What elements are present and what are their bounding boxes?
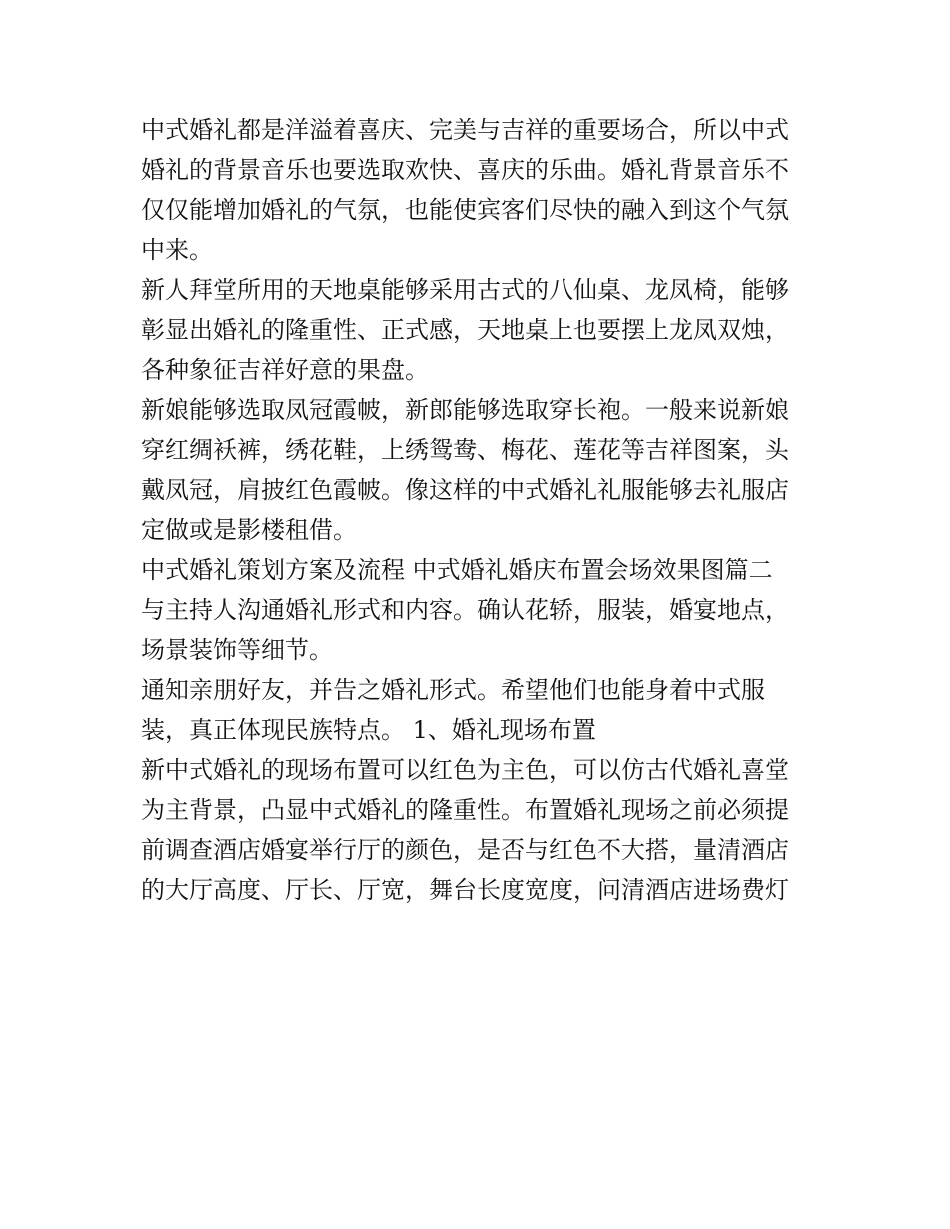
text-line: 戴凤冠，肩披红色霞帔。像这样的中式婚礼礼服能够去礼服店 [141,476,789,504]
text-line: 各种象征吉祥好意的果盘。 [141,356,429,384]
text-line: 新娘能够选取凤冠霞帔，新郎能够选取穿长袍。一般来说新娘 [141,396,789,424]
text-line: 彰显出婚礼的隆重性、正式感，天地桌上也要摆上龙凤双烛， [141,316,789,344]
paragraph-venue-layout [141,750,821,910]
text-line: 与主持人沟通婚礼形式和内容。确认花轿，服装，婚宴地点， [141,596,789,624]
text-line: 为主背景，凸显中式婚礼的隆重性。布置婚礼现场之前必须提 [141,796,789,824]
text-line: 穿红绸袄裤，绣花鞋，上绣鸳鸯、梅花、莲花等吉祥图案，头 [141,436,789,464]
text-line: 前调查酒店婚宴举行厅的颜色，是否与红色不大搭，量清酒店 [141,836,789,864]
paragraph-notify-guests [141,670,821,750]
text-line: 通知亲朋好友，并告之婚礼形式。希望他们也能身着中式服 [141,676,765,704]
paragraph-ceremony-table [141,270,821,390]
text-line: 中来。 [141,236,213,264]
section-heading: 中式婚礼策划方案及流程 中式婚礼婚庆布置会场效果图篇二 [141,556,773,584]
text-line: 装，真正体现民族特点。 1、婚礼现场布置 [141,716,596,744]
text-line: 定做或是影楼租借。 [141,516,357,544]
paragraph-wedding-music [141,110,821,270]
text-line: 新人拜堂所用的天地桌能够采用古式的八仙桌、龙凤椅，能够 [141,276,789,304]
text-line: 婚礼的背景音乐也要选取欢快、喜庆的乐曲。婚礼背景音乐不 [141,156,789,184]
text-line: 中式婚礼都是洋溢着喜庆、完美与吉祥的重要场合，所以中式 [141,116,789,144]
text-line: 仅仅能增加婚礼的气氛，也能使宾客们尽快的融入到这个气氛 [141,196,789,224]
text-line: 场景装饰等细节。 [141,636,333,664]
text-line: 的大厅高度、厅长、厅宽，舞台长度宽度，问清酒店进场费灯 [141,876,789,904]
document-body [141,110,821,910]
paragraph-host-communication [141,590,821,670]
paragraph-section-title [141,550,821,590]
paragraph-wedding-attire [141,390,821,550]
text-line: 新中式婚礼的现场布置可以红色为主色，可以仿古代婚礼喜堂 [141,756,789,784]
